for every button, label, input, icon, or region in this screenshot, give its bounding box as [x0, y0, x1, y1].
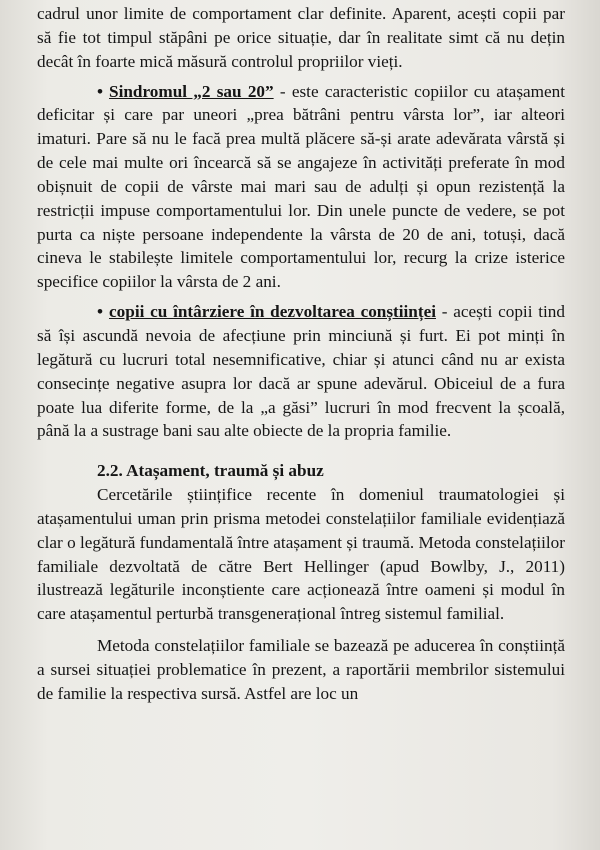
bullet-marker: • [97, 302, 104, 322]
bullet-term: copii cu întârziere în dezvoltarea conștiinței [109, 302, 436, 322]
bullet-term: Sindromul „2 sau 20” [109, 81, 274, 101]
section-paragraph-2: Metoda constelațiilor familiale se bazează pe aducerea în conștiință a sursei situației problematice în prezent, a raportării membrilor sistemului de familie la respectiva sursă. Astfel are loc un [37, 636, 565, 703]
page-body [37, 2, 565, 706]
section-heading: 2.2. Atașament, traumă și abuz [97, 461, 324, 481]
spacer [37, 626, 565, 634]
bullet-item-sindrom [37, 80, 565, 295]
bullet-marker: • [97, 81, 104, 101]
paragraph-continuation: cadrul unor limite de comportament clar definite. Aparent, acești copii par să fie tot timpul stăpâni pe orice situație, dar în realitate simt că nu dețin decât în foarte mică măsură controlul propriilor vieți. [37, 4, 565, 71]
bullet-text: - este caracteristic copiilor cu atașament deficitar și care par uneori „prea bătrâni pentru vârsta lor”, iar alteori imaturi. Pare să nu le facă prea multă plăcere să-și arate adevărata vârstă și de cele mai multe ori încearcă să se angajeze în activități preferate în mod obișnuit de copii de vârste mai mari sau de adulți și opun rezistență la restricții impuse comportamentului lor. Din unele puncte de vedere, se pot purta ca niște persoane independente la vârsta de 20 de ani, totuși, dacă cineva le stabilește limitele comportamentului lor, recurg la crize isterice specifice copiilor la vârsta de 2 ani. [37, 81, 565, 292]
bullet-text: - acești copii tind să își ascundă nevoia de afecțiune prin minciună și furt. Ei pot minți în legătură cu lucruri total nesemnificative, chiar și atunci când nu ar exista consecințe negative asupra lor dacă ar spune adevărul. Obiceiul de a fura poate lua diferite forme, de la „a găsi” lucruri în mod frecvent la școală, până la a sustrage bani sau alte obiecte de la propria familie. [37, 302, 565, 441]
section-paragraph-1: Cercetările științifice recente în domeniul traumatologiei și atașamentului uman prin prisma metodei constelațiilor familiale evidențiază clar o legătură fundamentală între atașament și traumă. Metoda constelațiilor familiale dezvoltată de către Bert Hellinger (apud Bowlby, J., 2011) ilustrează legăturile inconștiente care acționează între oameni și modul în care atașamentul perturbă transgenerațional întreg sistemul familial. [37, 485, 565, 624]
bullet-item-constiinta [37, 300, 565, 443]
